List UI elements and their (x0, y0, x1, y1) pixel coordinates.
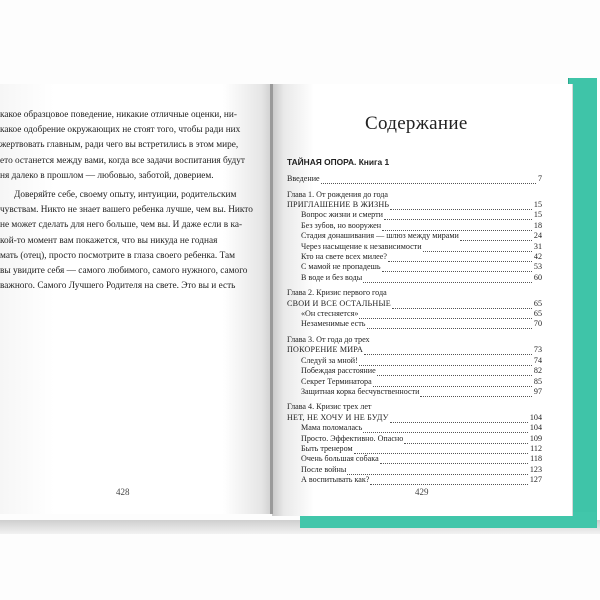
toc-entry (287, 200, 542, 210)
toc-entry-page: 15 (533, 199, 542, 209)
toc-entry (287, 335, 542, 345)
toc-entry-page: 7 (537, 174, 542, 183)
toc-leader-dots (388, 252, 532, 262)
toc-entry-page: 15 (533, 210, 542, 220)
toc-entry-page: 73 (533, 345, 542, 355)
toc-entry (287, 157, 542, 167)
toc-leader-dots (367, 319, 532, 329)
body-line: Доверяйте себе, своему опыту, интуиции, родительским (14, 190, 237, 200)
toc-entry-title: Введение (287, 174, 320, 183)
body-line: какое образцовое поведение, никакие отличные оценки, ни- (0, 110, 237, 120)
toc-entry-title: Защитная корка бесчувственности (301, 386, 420, 396)
right-page-number: 429 (415, 487, 429, 497)
toc-leader-dots (363, 423, 528, 433)
toc-entry-title: В воде и без воды (301, 272, 363, 282)
toc-entry (287, 423, 542, 433)
toc-entry-title: ПРИГЛАШЕНИЕ В ЖИЗНЬ (287, 199, 390, 209)
body-line: жертвовать главным, ради чего вы встретились в этом мире, (0, 140, 239, 151)
toc-entry-title: А воспитывать как? (301, 475, 370, 485)
toc-entry-page: 97 (533, 386, 542, 396)
toc-entry-title: С мамой не пропадешь (301, 262, 381, 272)
toc-entry (287, 299, 542, 309)
toc-entry (287, 434, 542, 444)
toc-entry-page: 82 (533, 366, 542, 376)
toc-leader-dots (382, 262, 532, 272)
toc-entry (287, 454, 542, 464)
toc-leader-dots (373, 377, 532, 387)
toc-entry-page: 70 (533, 319, 542, 329)
toc-leader-dots (354, 444, 528, 454)
toc-entry (287, 174, 542, 184)
toc-leader-dots (377, 366, 532, 376)
toc-entry-title: Очень большая собака (301, 454, 379, 464)
toc-entry-title: Глава 3. От года до трех (287, 334, 370, 344)
toc-leader-dots (321, 174, 536, 184)
toc-entry-page: 118 (530, 454, 542, 464)
toc-leader-dots (359, 356, 532, 366)
left-page-number: 428 (116, 487, 130, 497)
toc-leader-dots (347, 465, 528, 475)
toc-title: Содержание (365, 113, 468, 134)
toc-entry-title: Мама поломалась (301, 423, 363, 433)
toc-entry (287, 190, 542, 200)
toc-entry (287, 231, 542, 241)
toc-entry (287, 475, 542, 485)
toc-entry-page: 123 (529, 464, 542, 474)
body-line: важного. Самого Лучшего Родителя на свете. Это вы и есть (0, 281, 236, 292)
toc-entry (287, 345, 542, 355)
toc-entry-title: ПОКОРЕНИЕ МИРА (287, 345, 363, 355)
toc-leader-dots (404, 434, 528, 444)
toc-entry (287, 413, 542, 423)
toc-entry-page: 112 (530, 444, 542, 453)
toc-entry-title: «Он стесняется» (301, 309, 359, 318)
body-line: чувствам. Никто не знает вашего ребенка лучше, чем вы. Никто (0, 205, 253, 216)
toc-entry-title: Следуй за мной! (301, 355, 358, 365)
toc-entry-page: 18 (533, 220, 542, 230)
toc-leader-dots (460, 231, 532, 241)
toc-leader-dots (384, 210, 532, 220)
toc-entry-page: 65 (533, 309, 542, 318)
toc-entry (287, 444, 542, 454)
toc-entry-page: 24 (533, 231, 542, 241)
toc-entry-title: Кто на свете всех милее? (301, 251, 387, 261)
toc-entry (287, 210, 542, 220)
toc-entry-page: 65 (533, 298, 542, 308)
body-line: ня далеко в прошлом — любовью, заботой, доверием. (0, 170, 214, 181)
toc-entry-page: 31 (533, 241, 542, 251)
toc-entry (287, 319, 542, 329)
toc-entry-page: 104 (529, 412, 542, 422)
toc-entry-page: 53 (533, 262, 542, 272)
toc-leader-dots (390, 200, 532, 210)
body-line: не может сделать для него больше, чем вы. И даже если в ка- (0, 220, 243, 231)
toc-entry-page: 85 (533, 376, 542, 386)
toc-entry-title: Быть тренером (301, 444, 353, 453)
toc-leader-dots (382, 221, 532, 231)
toc-entry-page: 74 (533, 355, 542, 365)
toc-leader-dots (359, 309, 532, 319)
toc-leader-dots (370, 475, 528, 485)
body-line: какое одобрение окружающих не стоят того, чтобы ради них (0, 125, 241, 136)
toc-entry (287, 262, 542, 272)
toc-entry (287, 465, 542, 475)
toc-entry-title: Побеждая расстояние (301, 366, 376, 376)
toc-leader-dots (420, 387, 532, 397)
body-line: кой-то момент вам покажется, что вы никуда не годная (0, 235, 218, 246)
toc-entry (287, 309, 542, 319)
body-line: ето останется между вами, когда все задачи воспитания будут (0, 155, 245, 166)
toc-entry-title: Глава 1. От рождения до года (287, 189, 388, 199)
toc-entry (287, 366, 542, 376)
toc-entry (287, 387, 542, 397)
toc-entry-title: После войны (301, 464, 347, 474)
toc-entry-title: Без зубов, но вооружен (301, 220, 382, 230)
toc-entry-page: 60 (533, 272, 542, 282)
toc-entry-title: Просто. Эффективно. Опасно (301, 433, 404, 443)
toc-entry-title: СВОИ И ВСЕ ОСТАЛЬНЫЕ (287, 298, 391, 308)
toc-entry-title: ТАЙНАЯ ОПОРА. Книга 1 (287, 157, 390, 167)
toc-entry-title: Через насыщение к независимости (301, 241, 422, 251)
toc-entry (287, 377, 542, 387)
toc-entry-title: Вопрос жизни и смерти (301, 210, 383, 220)
toc-entry-page: 127 (529, 475, 542, 485)
toc-leader-dots (380, 454, 528, 464)
toc-entry (287, 221, 542, 231)
body-line: мать (отец), просто посмотрите в глаза своего ребенка. Там (0, 250, 236, 261)
toc-entry (287, 252, 542, 262)
toc-entry (287, 273, 542, 283)
toc-entry-title: Глава 4. Кризис трех лет (287, 402, 372, 412)
toc-entry (287, 242, 542, 252)
toc-entry-title: Стадия донашивания — шлюз между мирами (301, 231, 459, 241)
toc-leader-dots (390, 413, 528, 423)
toc-entry-title: НЕТ, НЕ ХОЧУ И НЕ БУДУ (287, 412, 389, 422)
toc-leader-dots (364, 345, 532, 355)
toc-leader-dots (423, 242, 532, 252)
book-gutter (270, 84, 273, 514)
toc-entry-title: Глава 2. Кризис первого года (287, 288, 387, 298)
toc-entry (287, 402, 542, 412)
body-line: вы увидите себя — самого любимого, самого нужного, самого (0, 266, 248, 276)
toc-entry (287, 356, 542, 366)
toc-entry-title: Секрет Терминатора (301, 376, 372, 386)
toc-entry-page: 42 (533, 251, 542, 261)
toc-entry-page: 104 (529, 423, 542, 433)
toc-leader-dots (363, 273, 532, 283)
toc-entry-page: 109 (529, 433, 542, 443)
toc-leader-dots (392, 299, 532, 309)
toc-entry-title: Незаменимые есть (301, 319, 366, 329)
toc-entry (287, 288, 542, 298)
